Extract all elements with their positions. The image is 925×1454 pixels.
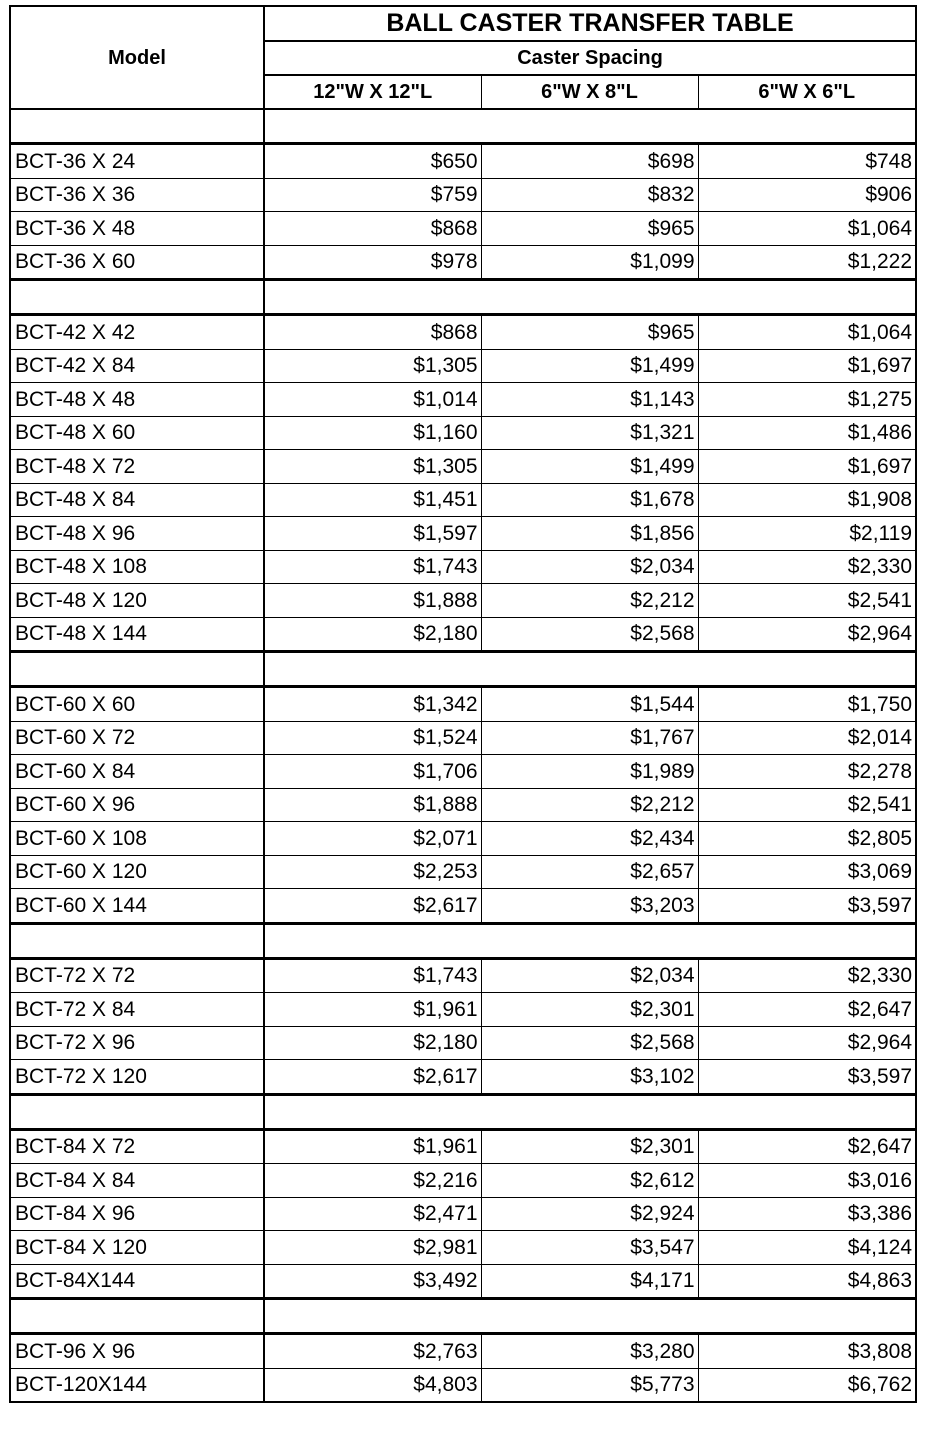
group-separator-row [10, 280, 916, 315]
table-row [10, 550, 916, 584]
price-cell: $1,499 [481, 349, 698, 383]
price-cell: $1,064 [698, 315, 916, 350]
price-cell: $965 [481, 315, 698, 350]
price-cell: $1,989 [481, 755, 698, 789]
price-cell: $3,069 [698, 855, 916, 889]
table-row [10, 958, 916, 993]
model-cell: BCT-60 X 144 [10, 889, 264, 924]
model-cell: BCT-36 X 36 [10, 178, 264, 212]
table-row [10, 416, 916, 450]
column-header: 6"W X 8"L [481, 75, 698, 109]
price-cell: $1,678 [481, 483, 698, 517]
model-cell: BCT-48 X 144 [10, 617, 264, 652]
model-cell: BCT-72 X 72 [10, 958, 264, 993]
table-row [10, 721, 916, 755]
price-cell: $1,697 [698, 450, 916, 484]
table-row [10, 788, 916, 822]
price-cell: $1,064 [698, 212, 916, 246]
separator-cell [10, 1094, 264, 1129]
group-separator-row [10, 1094, 916, 1129]
price-cell: $2,212 [481, 788, 698, 822]
model-cell: BCT-60 X 120 [10, 855, 264, 889]
table-row [10, 1231, 916, 1265]
price-cell: $1,697 [698, 349, 916, 383]
table-row [10, 822, 916, 856]
price-cell: $1,767 [481, 721, 698, 755]
price-cell: $759 [264, 178, 481, 212]
price-cell: $698 [481, 144, 698, 179]
price-table [9, 5, 917, 1403]
model-cell: BCT-84X144 [10, 1264, 264, 1299]
separator-cell [264, 652, 916, 687]
table-row [10, 855, 916, 889]
separator-cell [264, 280, 916, 315]
table-row [10, 450, 916, 484]
price-cell: $650 [264, 144, 481, 179]
model-header: Model [10, 6, 264, 109]
price-cell: $4,863 [698, 1264, 916, 1299]
table-row [10, 483, 916, 517]
price-cell: $1,743 [264, 550, 481, 584]
model-cell: BCT-96 X 96 [10, 1334, 264, 1369]
table-row [10, 889, 916, 924]
model-cell: BCT-36 X 48 [10, 212, 264, 246]
model-cell: BCT-60 X 108 [10, 822, 264, 856]
price-cell: $3,016 [698, 1164, 916, 1198]
model-cell: BCT-60 X 84 [10, 755, 264, 789]
price-cell: $2,541 [698, 584, 916, 618]
separator-cell [264, 923, 916, 958]
table-row [10, 212, 916, 246]
price-cell: $1,597 [264, 517, 481, 551]
price-cell: $2,278 [698, 755, 916, 789]
price-cell: $1,486 [698, 416, 916, 450]
price-cell: $2,541 [698, 788, 916, 822]
table-row [10, 1334, 916, 1369]
table-row [10, 1060, 916, 1095]
price-cell: $2,071 [264, 822, 481, 856]
price-cell: $2,805 [698, 822, 916, 856]
model-cell: BCT-120X144 [10, 1368, 264, 1402]
model-cell: BCT-48 X 108 [10, 550, 264, 584]
table-title: BALL CASTER TRANSFER TABLE [264, 6, 916, 41]
price-cell: $2,330 [698, 550, 916, 584]
price-cell: $1,888 [264, 584, 481, 618]
model-cell: BCT-48 X 72 [10, 450, 264, 484]
model-cell: BCT-84 X 96 [10, 1197, 264, 1231]
price-cell: $2,014 [698, 721, 916, 755]
price-cell: $2,612 [481, 1164, 698, 1198]
price-cell: $3,808 [698, 1334, 916, 1369]
price-cell: $3,102 [481, 1060, 698, 1095]
price-cell: $1,143 [481, 383, 698, 417]
price-cell: $3,280 [481, 1334, 698, 1369]
price-cell: $5,773 [481, 1368, 698, 1402]
model-cell: BCT-72 X 96 [10, 1026, 264, 1060]
price-cell: $2,617 [264, 889, 481, 924]
price-cell: $2,657 [481, 855, 698, 889]
table-row [10, 349, 916, 383]
price-cell: $2,034 [481, 550, 698, 584]
model-cell: BCT-42 X 42 [10, 315, 264, 350]
model-cell: BCT-48 X 96 [10, 517, 264, 551]
price-cell: $2,647 [698, 993, 916, 1027]
model-cell: BCT-48 X 60 [10, 416, 264, 450]
price-cell: $1,961 [264, 1129, 481, 1164]
table-body [10, 109, 916, 1402]
price-cell: $1,222 [698, 245, 916, 280]
price-cell: $3,386 [698, 1197, 916, 1231]
price-cell: $2,034 [481, 958, 698, 993]
price-cell: $3,492 [264, 1264, 481, 1299]
price-cell: $1,160 [264, 416, 481, 450]
price-cell: $2,471 [264, 1197, 481, 1231]
table-row [10, 1129, 916, 1164]
table-row [10, 178, 916, 212]
table-row [10, 1368, 916, 1402]
price-cell: $2,568 [481, 1026, 698, 1060]
price-cell: $1,451 [264, 483, 481, 517]
model-cell: BCT-48 X 84 [10, 483, 264, 517]
separator-cell [10, 652, 264, 687]
separator-cell [264, 1094, 916, 1129]
separator-cell [10, 109, 264, 144]
price-cell: $1,750 [698, 687, 916, 722]
price-cell: $1,544 [481, 687, 698, 722]
price-cell: $906 [698, 178, 916, 212]
table-row [10, 584, 916, 618]
price-cell: $2,216 [264, 1164, 481, 1198]
model-cell: BCT-84 X 72 [10, 1129, 264, 1164]
price-cell: $2,180 [264, 1026, 481, 1060]
table-row [10, 687, 916, 722]
price-cell: $2,434 [481, 822, 698, 856]
model-cell: BCT-60 X 96 [10, 788, 264, 822]
separator-cell [10, 280, 264, 315]
model-cell: BCT-60 X 72 [10, 721, 264, 755]
model-cell: BCT-36 X 24 [10, 144, 264, 179]
table-row [10, 315, 916, 350]
table-row [10, 1264, 916, 1299]
price-cell: $4,171 [481, 1264, 698, 1299]
price-cell: $1,014 [264, 383, 481, 417]
price-cell: $2,253 [264, 855, 481, 889]
price-cell: $4,124 [698, 1231, 916, 1265]
price-cell: $3,597 [698, 889, 916, 924]
price-cell: $2,647 [698, 1129, 916, 1164]
price-cell: $1,305 [264, 450, 481, 484]
price-cell: $868 [264, 212, 481, 246]
price-cell: $978 [264, 245, 481, 280]
model-cell: BCT-72 X 84 [10, 993, 264, 1027]
table-row [10, 1164, 916, 1198]
separator-cell [10, 1299, 264, 1334]
price-cell: $1,321 [481, 416, 698, 450]
model-cell: BCT-48 X 48 [10, 383, 264, 417]
price-cell: $1,961 [264, 993, 481, 1027]
caster-spacing-header: Caster Spacing [264, 41, 916, 75]
table-row [10, 617, 916, 652]
price-cell: $1,305 [264, 349, 481, 383]
model-cell: BCT-84 X 84 [10, 1164, 264, 1198]
separator-cell [10, 923, 264, 958]
table-row [10, 755, 916, 789]
price-cell: $2,924 [481, 1197, 698, 1231]
price-cell: $1,706 [264, 755, 481, 789]
price-cell: $2,119 [698, 517, 916, 551]
price-cell: $6,762 [698, 1368, 916, 1402]
price-cell: $1,743 [264, 958, 481, 993]
group-separator-row [10, 923, 916, 958]
price-cell: $832 [481, 178, 698, 212]
group-separator-row [10, 652, 916, 687]
price-cell: $2,212 [481, 584, 698, 618]
price-cell: $2,330 [698, 958, 916, 993]
model-cell: BCT-36 X 60 [10, 245, 264, 280]
price-cell: $2,180 [264, 617, 481, 652]
price-cell: $748 [698, 144, 916, 179]
separator-cell [264, 1299, 916, 1334]
table-row [10, 993, 916, 1027]
group-separator-row [10, 109, 916, 144]
price-cell: $1,275 [698, 383, 916, 417]
model-cell: BCT-60 X 60 [10, 687, 264, 722]
table-row [10, 1197, 916, 1231]
price-cell: $2,617 [264, 1060, 481, 1095]
price-cell: $1,908 [698, 483, 916, 517]
group-separator-row [10, 1299, 916, 1334]
price-cell: $1,342 [264, 687, 481, 722]
price-cell: $2,763 [264, 1334, 481, 1369]
price-cell: $1,499 [481, 450, 698, 484]
price-cell: $3,547 [481, 1231, 698, 1265]
price-cell: $3,203 [481, 889, 698, 924]
model-cell: BCT-42 X 84 [10, 349, 264, 383]
table-row [10, 383, 916, 417]
column-header: 12"W X 12"L [264, 75, 481, 109]
price-cell: $3,597 [698, 1060, 916, 1095]
price-cell: $1,856 [481, 517, 698, 551]
price-cell: $965 [481, 212, 698, 246]
price-cell: $1,888 [264, 788, 481, 822]
table-row [10, 144, 916, 179]
table-row [10, 245, 916, 280]
price-cell: $4,803 [264, 1368, 481, 1402]
model-cell: BCT-84 X 120 [10, 1231, 264, 1265]
table-row [10, 517, 916, 551]
column-header: 6"W X 6"L [698, 75, 916, 109]
price-cell: $2,568 [481, 617, 698, 652]
table-row [10, 1026, 916, 1060]
model-cell: BCT-48 X 120 [10, 584, 264, 618]
price-cell: $868 [264, 315, 481, 350]
model-cell: BCT-72 X 120 [10, 1060, 264, 1095]
price-cell: $2,964 [698, 1026, 916, 1060]
price-cell: $1,099 [481, 245, 698, 280]
price-cell: $2,981 [264, 1231, 481, 1265]
separator-cell [264, 109, 916, 144]
price-cell: $1,524 [264, 721, 481, 755]
price-cell: $2,301 [481, 1129, 698, 1164]
price-cell: $2,964 [698, 617, 916, 652]
price-cell: $2,301 [481, 993, 698, 1027]
